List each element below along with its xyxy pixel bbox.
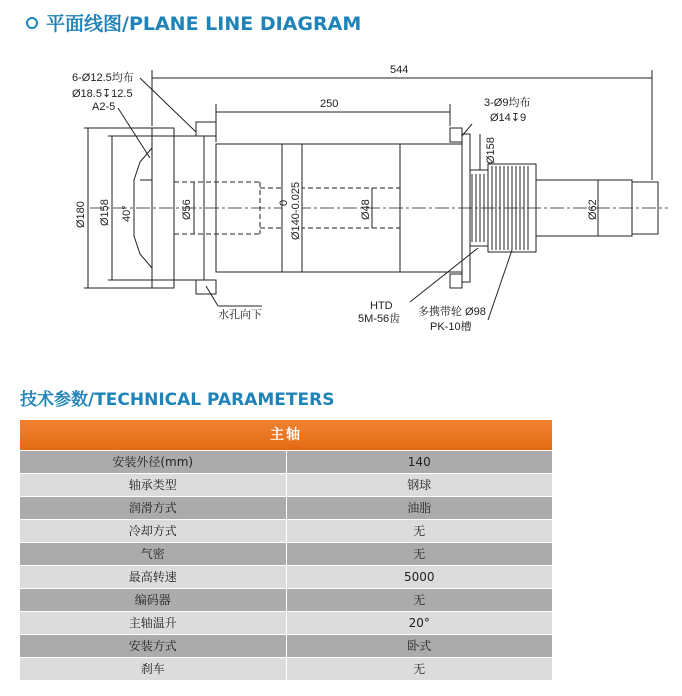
table-row <box>20 473 552 496</box>
param-value: 卧式 <box>407 639 432 653</box>
label-htd-teeth: 5M-56齿 <box>358 313 401 325</box>
label-counterbore: Ø18.5↧12.5 <box>72 88 133 100</box>
param-value: 无 <box>413 524 426 538</box>
param-value: 无 <box>413 662 426 676</box>
param-value: 140 <box>407 455 431 469</box>
label-3-holes-cb: Ø14↧9 <box>490 112 527 124</box>
parameters-table <box>20 420 552 680</box>
label-pk: PK-10槽 <box>430 321 472 333</box>
spindle-line-drawing <box>0 40 682 340</box>
dim-d56: Ø56 <box>181 199 193 220</box>
param-name: 轴承类型 <box>20 474 287 496</box>
label-htd: HTD <box>370 300 393 312</box>
param-value: 无 <box>413 593 426 607</box>
table-row <box>20 519 552 542</box>
table-row <box>20 657 552 680</box>
param-value: 20° <box>408 616 430 630</box>
param-name: 润滑方式 <box>20 497 287 519</box>
plane-diagram-title-text: 平面线图/PLANE LINE DIAGRAM <box>46 13 362 35</box>
table-row <box>20 565 552 588</box>
param-name: 刹车 <box>20 658 287 680</box>
dim-d158-left: Ø158 <box>99 199 111 226</box>
param-value: 5000 <box>403 570 435 584</box>
param-value: 钢球 <box>407 478 432 492</box>
table-row <box>20 450 552 473</box>
label-a2-5: A2-5 <box>92 101 116 113</box>
table-row <box>20 496 552 519</box>
dim-250: 250 <box>320 98 339 110</box>
table-row <box>20 588 552 611</box>
param-name: 气密 <box>20 543 287 565</box>
param-name: 主轴温升 <box>20 612 287 634</box>
param-value: 油脂 <box>407 501 432 515</box>
table-row <box>20 611 552 634</box>
dim-angle40: 40° <box>121 205 133 222</box>
dim-d140-upper: 0 <box>278 199 290 206</box>
dim-d48: Ø48 <box>360 199 372 220</box>
dim-544: 544 <box>390 64 409 76</box>
param-name: 编码器 <box>20 589 287 611</box>
dim-d62: Ø62 <box>587 199 599 220</box>
param-name: 安装外径(mm) <box>20 451 287 473</box>
param-name: 冷却方式 <box>20 520 287 542</box>
label-water-hole: 水孔向下 <box>218 309 262 321</box>
label-pulley: 多携带轮 Ø98 <box>418 306 486 318</box>
param-value: 无 <box>413 547 426 561</box>
param-name: 最高转速 <box>20 566 287 588</box>
plane-diagram-title <box>26 9 361 36</box>
param-name: 安装方式 <box>20 635 287 657</box>
circle-icon <box>26 17 38 29</box>
table-header: 主轴 <box>20 420 552 450</box>
label-3-holes: 3-Ø9均布 <box>484 97 531 109</box>
dim-d140: Ø140-0.025 <box>290 181 302 240</box>
label-holes: 6-Ø12.5均布 <box>72 72 134 84</box>
tech-params-title: 技术参数/TECHNICAL PARAMETERS <box>20 390 335 410</box>
table-row <box>20 542 552 565</box>
table-row <box>20 634 552 657</box>
dim-d180: Ø180 <box>75 201 87 228</box>
dim-d158-right: Ø158 <box>485 137 497 164</box>
